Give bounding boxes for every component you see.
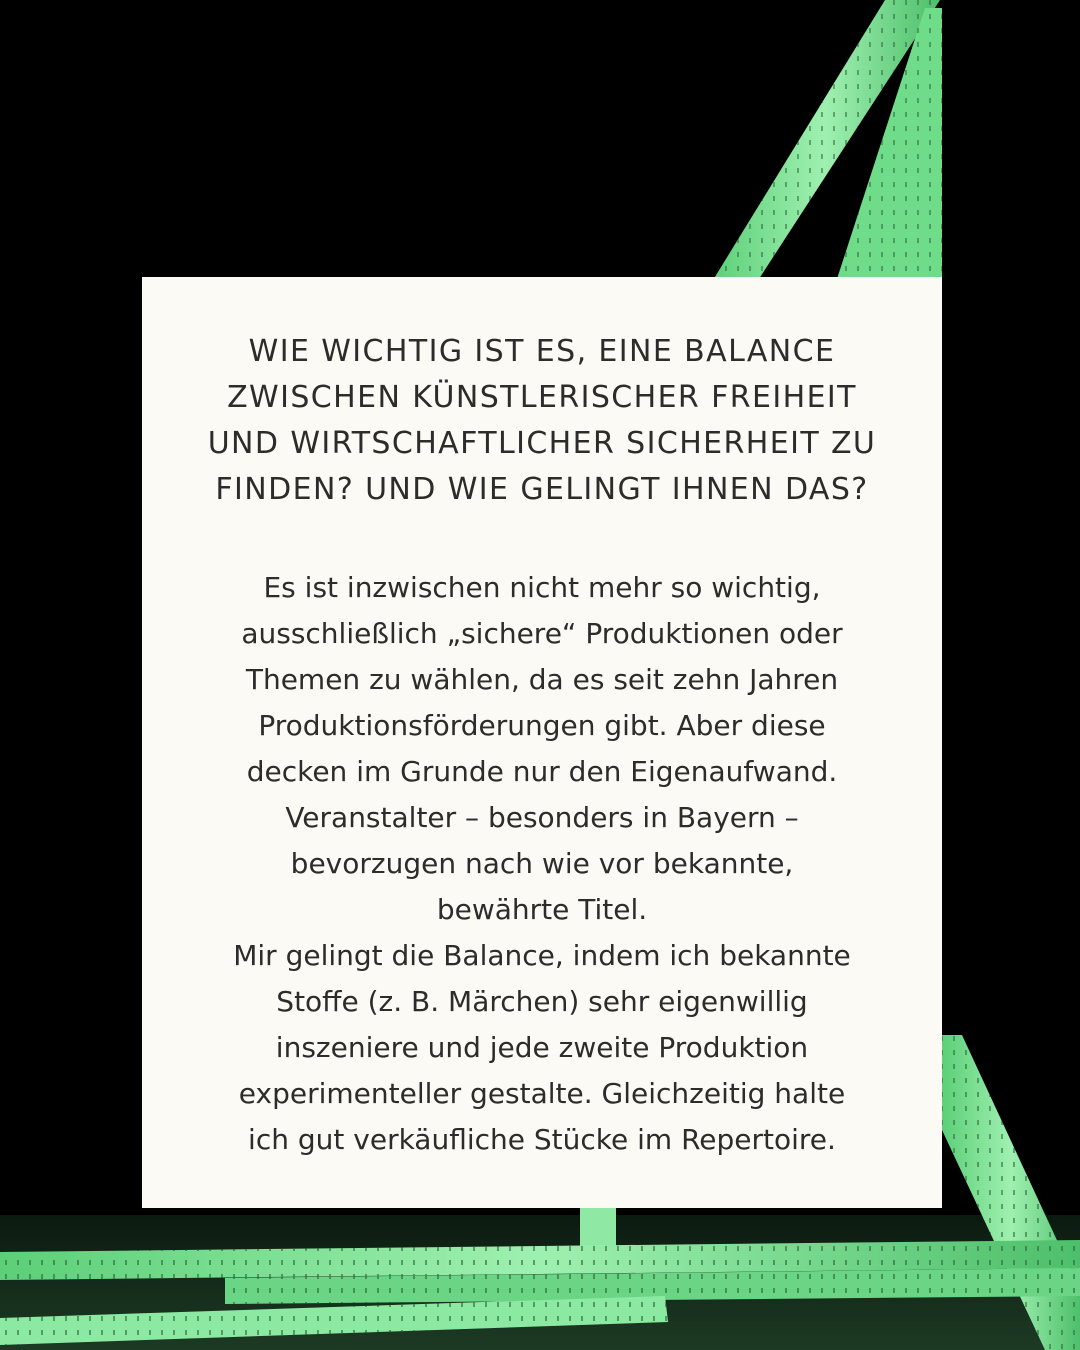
question-heading: WIE WICHTIG IST ES, EINE BALANCE ZWISCHEN KÜNSTLERISCHER FREIHEIT UND WIRTSCHAFTLICHER SICHERHEIT ZU FINDEN? UND WIE GELINGT IHNEN DAS?: [207, 334, 877, 507]
answer-text: Es ist inzwischen nicht mehr so wichtig, ausschließlich „sichere“ Produktionen oder Themen zu wählen, da es seit zehn Jahren Produktionsförderungen gibt. Aber diese decken im Grunde nur den Eigenaufwand. Veranstalter – besonders in Bayern – bevorzugen nach wie vor bekannte, bewährte Titel. Mir gelingt die Balance, indem ich bekannte Stoffe (z. B. Märchen) sehr eigenwillig inszeniere und jede zweite Produktion experimenteller gestalte. Gleichzeitig halte ich gut verkäufliche Stücke im Repertoire.: [233, 571, 851, 1156]
ruler-post: [580, 1208, 616, 1248]
text-card: [142, 277, 942, 1208]
